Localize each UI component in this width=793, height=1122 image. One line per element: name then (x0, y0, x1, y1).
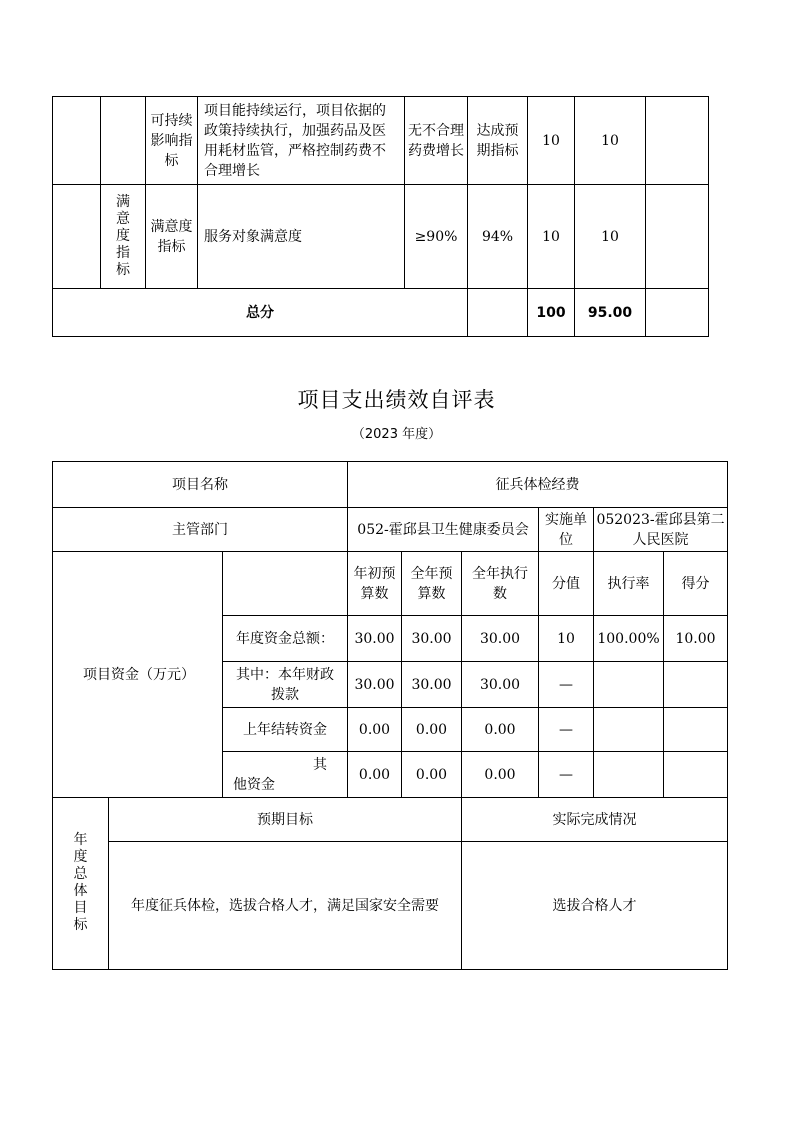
fund-row-label-line2: 他资金 (233, 776, 275, 793)
actual-cell: 94% (468, 185, 528, 289)
project-name-label: 项目名称 (53, 462, 348, 508)
impl-unit-value: 052023-霍邱县第二人民医院 (594, 508, 728, 552)
indicator-cell: 服务对象满意度 (198, 185, 405, 289)
fund-row-label-line1: 其 (313, 756, 328, 773)
fund-score (664, 662, 728, 708)
fund-rate (594, 752, 664, 798)
header-executed: 全年执行数 (462, 552, 539, 616)
fund-full: 0.00 (402, 752, 462, 798)
total-row (53, 289, 709, 337)
note-cell (646, 97, 709, 185)
funds-header-row (53, 552, 728, 616)
impl-unit-label: 实施单位 (539, 508, 594, 552)
fund-exec: 0.00 (462, 752, 539, 798)
actual-result-header: 实际完成情况 (462, 798, 728, 842)
page-subtitle: （2023 年度） (351, 427, 442, 442)
header-weight: 分值 (539, 552, 594, 616)
actual-result-text: 选拔合格人才 (462, 842, 728, 970)
target-cell: ≥90% (405, 185, 468, 289)
header-full-year-budget: 全年预算数 (402, 552, 462, 616)
fund-weight: — (539, 708, 594, 752)
fund-annual: 0.00 (348, 752, 402, 798)
expected-goal-text: 年度征兵体检，选拔合格人才，满足国家安全需要 (109, 842, 462, 970)
header-score: 得分 (664, 552, 728, 616)
level3-cell: 可持续影响指标 (146, 97, 198, 185)
dept-label: 主管部门 (53, 508, 348, 552)
target-cell: 无不合理药费增长 (405, 97, 468, 185)
total-label: 总分 (53, 289, 468, 337)
level1-cell (53, 97, 101, 185)
fund-row-label: 其中：本年财政拨款 (223, 662, 348, 708)
fund-rate (594, 662, 664, 708)
actual-cell: 达成预期指标 (468, 97, 528, 185)
fund-annual: 0.00 (348, 708, 402, 752)
level1-cell (53, 185, 101, 289)
total-weight: 100 (528, 289, 575, 337)
fund-full: 30.00 (402, 662, 462, 708)
fund-weight: 10 (539, 616, 594, 662)
fund-exec: 30.00 (462, 662, 539, 708)
fund-exec: 0.00 (462, 708, 539, 752)
fund-full: 0.00 (402, 708, 462, 752)
project-name-row (53, 462, 728, 508)
goal-header-row (53, 798, 728, 842)
header-exec-rate: 执行率 (594, 552, 664, 616)
level2-cell (101, 97, 146, 185)
weight-cell: 10 (528, 97, 575, 185)
fund-row-label: 上年结转资金 (223, 708, 348, 752)
header-annual-budget: 年初预算数 (348, 552, 402, 616)
project-expenditure-evaluation-table (52, 461, 728, 970)
indicator-row-sustainability (53, 97, 709, 185)
page-title: 项目支出绩效自评表 (297, 388, 496, 412)
fund-annual: 30.00 (348, 662, 402, 708)
funds-header-empty (223, 552, 348, 616)
fund-rate: 100.00% (594, 616, 664, 662)
fund-weight: — (539, 752, 594, 798)
funds-label: 项目资金（万元） (53, 552, 223, 798)
score-cell: 10 (575, 185, 646, 289)
level3-cell: 满意度指标 (146, 185, 198, 289)
fund-weight: — (539, 662, 594, 708)
performance-indicator-table-continued (52, 96, 709, 337)
indicator-cell: 项目能持续运行，项目依据的政策持续执行，加强药品及医用耗材监管，严格控制药费不合理增长 (198, 97, 405, 185)
total-empty-cell (468, 289, 528, 337)
weight-cell: 10 (528, 185, 575, 289)
indicator-row-satisfaction (53, 185, 709, 289)
goal-content-row (53, 842, 728, 970)
expected-goal-header: 预期目标 (109, 798, 462, 842)
fund-exec: 30.00 (462, 616, 539, 662)
dept-value: 052-霍邱县卫生健康委员会 (348, 508, 539, 552)
fund-score (664, 752, 728, 798)
fund-row-label (223, 752, 348, 798)
total-note-cell (646, 289, 709, 337)
note-cell (646, 185, 709, 289)
fund-annual: 30.00 (348, 616, 402, 662)
project-name-value: 征兵体检经费 (348, 462, 728, 508)
score-cell: 10 (575, 97, 646, 185)
fund-full: 30.00 (402, 616, 462, 662)
level2-cell: 满意度指标 (101, 185, 146, 289)
fund-score (664, 708, 728, 752)
annual-goal-label: 年度总体目标 (53, 798, 109, 970)
department-row (53, 508, 728, 552)
total-score: 95.00 (575, 289, 646, 337)
fund-row-label: 年度资金总额： (223, 616, 348, 662)
fund-rate (594, 708, 664, 752)
fund-score: 10.00 (664, 616, 728, 662)
